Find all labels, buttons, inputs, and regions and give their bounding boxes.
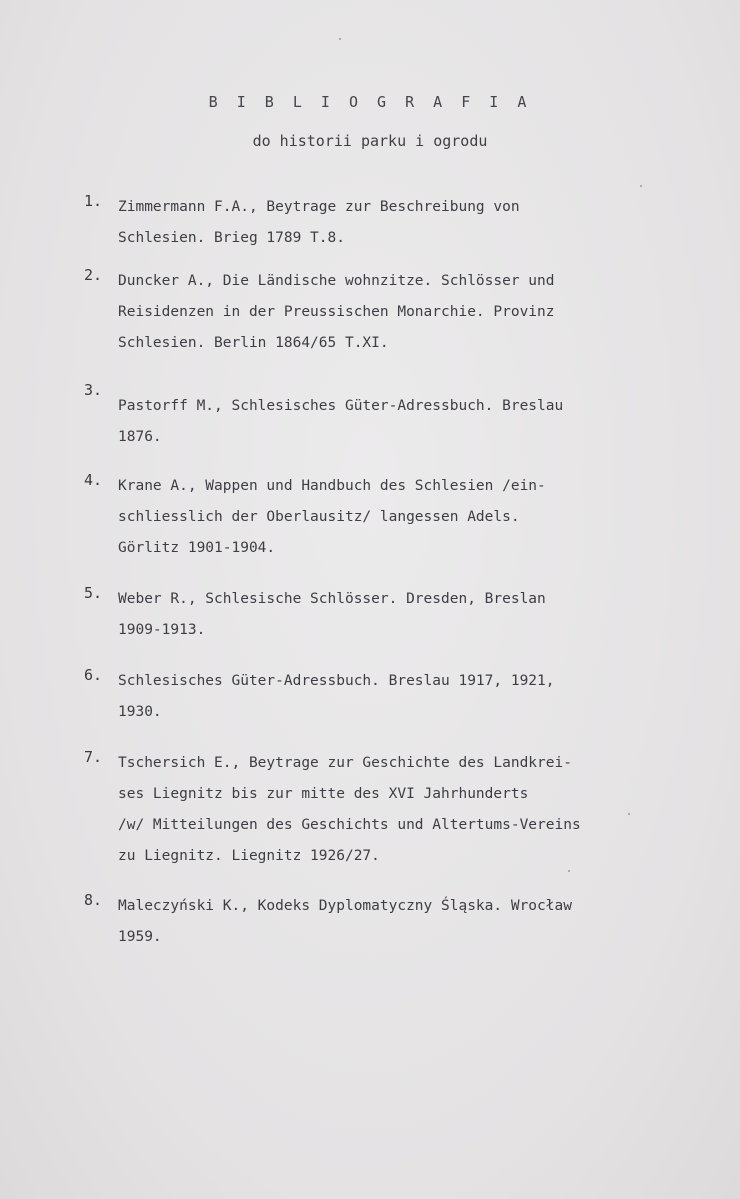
entry-line: Schlesien. Brieg 1789 T.8. bbox=[118, 230, 345, 246]
entry-line: Tschersich E., Beytrage zur Geschichte des Landkrei- bbox=[118, 755, 572, 771]
entry-line: Krane A., Wappen und Handbuch des Schlesien /ein- bbox=[118, 478, 546, 494]
paper-speck bbox=[339, 38, 341, 40]
entry-line: Duncker A., Die Ländische wohnzitze. Schlösser und bbox=[118, 273, 555, 289]
entry-line: Zimmermann F.A., Beytrage zur Beschreibung von bbox=[118, 199, 520, 215]
entry-number: 5. bbox=[84, 584, 103, 602]
bibliography-entry-5 bbox=[84, 584, 546, 646]
page-title: B I B L I O G R A F I A bbox=[208, 93, 532, 111]
entry-line: Schlesisches Güter-Adressbuch. Breslau 1917, 1921, bbox=[118, 673, 555, 689]
entry-line: zu Liegnitz. Liegnitz 1926/27. bbox=[118, 848, 380, 864]
paper-speck bbox=[568, 870, 570, 872]
paper-speck bbox=[640, 185, 642, 187]
bibliography-entry-1 bbox=[84, 192, 520, 254]
entry-number: 1. bbox=[84, 192, 103, 210]
entry-number: 7. bbox=[84, 748, 103, 766]
entry-number: 2. bbox=[84, 266, 103, 284]
bibliography-entry-3 bbox=[84, 381, 564, 453]
bibliography-entry-6 bbox=[84, 666, 555, 728]
entry-number: 4. bbox=[84, 471, 103, 489]
entry-line: Görlitz 1901-1904. bbox=[118, 540, 276, 556]
entry-number: 3. bbox=[84, 381, 103, 399]
entry-line: Weber R., Schlesische Schlösser. Dresden, Breslan bbox=[118, 591, 546, 607]
bibliography-entry-8 bbox=[84, 891, 572, 953]
bibliography-entry-2 bbox=[84, 266, 555, 359]
entry-number: 8. bbox=[84, 891, 103, 909]
entry-line: ses Liegnitz bis zur mitte des XVI Jahrhunderts bbox=[118, 786, 529, 802]
page-subtitle: do historii parku i ogrodu bbox=[252, 132, 488, 150]
entry-line: 1959. bbox=[118, 929, 162, 945]
paper-speck bbox=[628, 813, 630, 815]
entry-line: schliesslich der Oberlausitz/ langessen Adels. bbox=[118, 509, 520, 525]
entry-number: 6. bbox=[84, 666, 103, 684]
bibliography-entry-4 bbox=[84, 471, 546, 564]
entry-line: Schlesien. Berlin 1864/65 T.XI. bbox=[118, 335, 389, 351]
entry-line: Pastorff M., Schlesisches Güter-Adressbuch. Breslau bbox=[118, 398, 564, 414]
entry-line: 1876. bbox=[118, 429, 162, 445]
entry-line: 1909-1913. bbox=[118, 622, 206, 638]
entry-line: Reisidenzen in der Preussischen Monarchie. Provinz bbox=[118, 304, 555, 320]
entry-line: /w/ Mitteilungen des Geschichts und Altertums-Vereins bbox=[118, 817, 581, 833]
entry-line: 1930. bbox=[118, 704, 162, 720]
bibliography-entry-7 bbox=[84, 748, 581, 872]
entry-line: Maleczyński K., Kodeks Dyplomatyczny Śląska. Wrocław bbox=[118, 898, 572, 914]
